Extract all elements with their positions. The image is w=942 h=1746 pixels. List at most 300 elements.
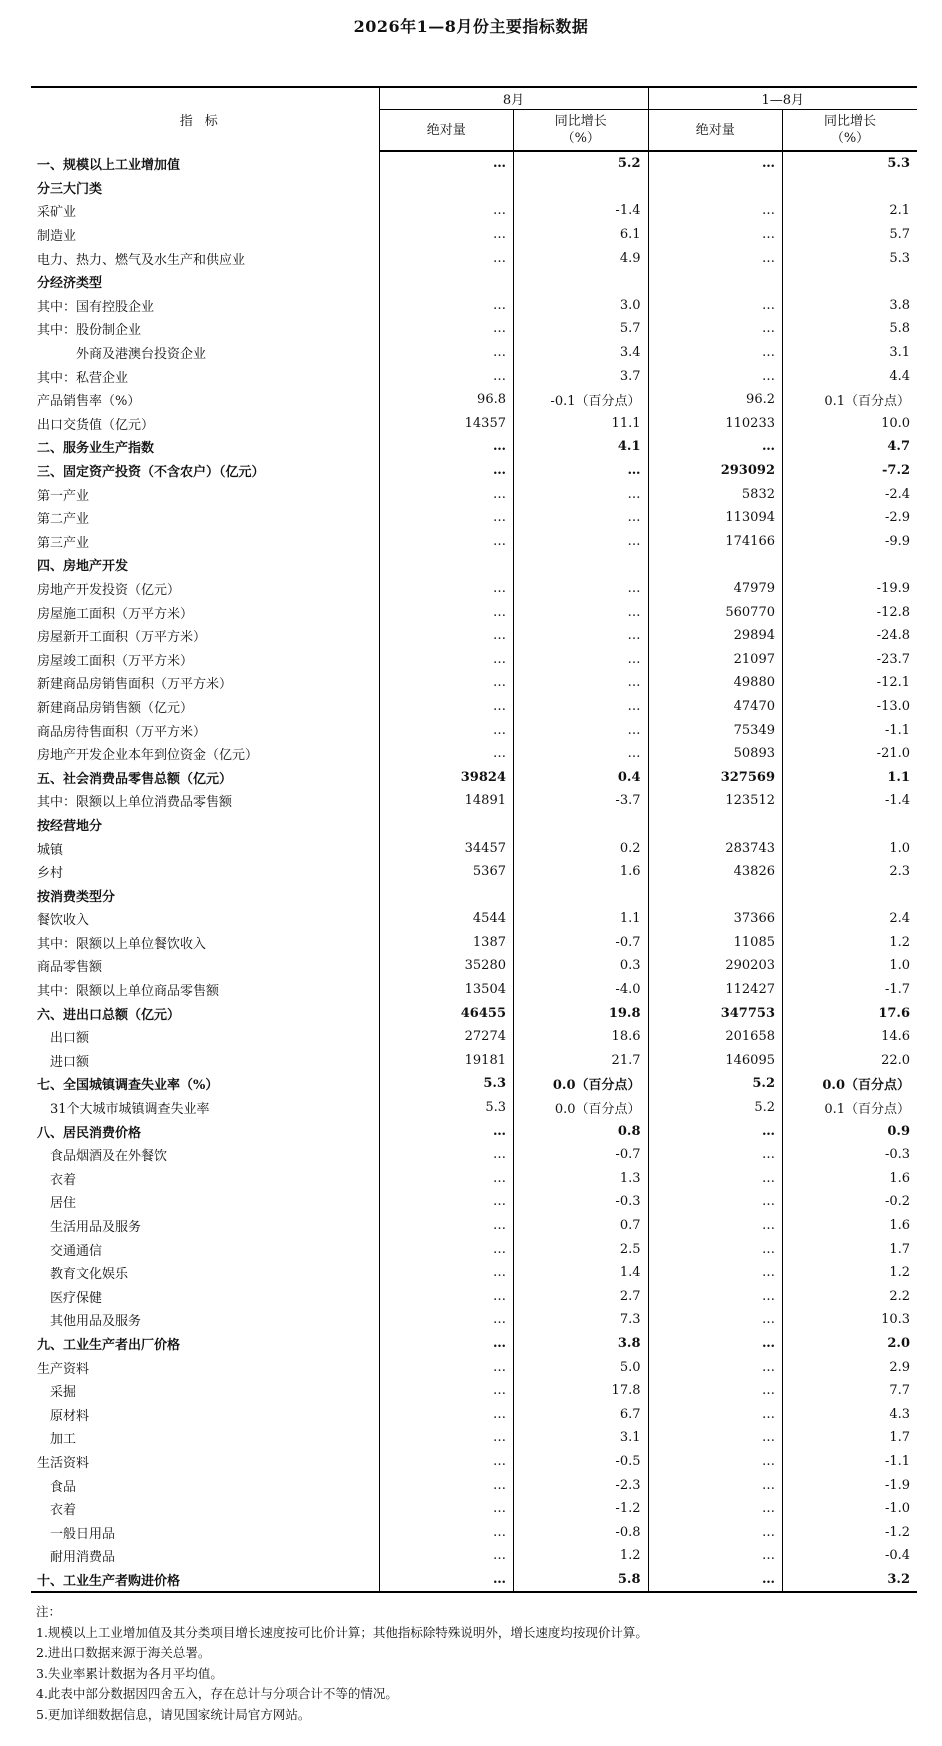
ytd-yoy-cell: 0.0（百分点）: [783, 1072, 918, 1096]
month-yoy-cell: 4.1: [514, 435, 649, 459]
month-absolute-cell: …: [379, 317, 514, 341]
month-absolute-cell: …: [379, 647, 514, 671]
ytd-yoy-cell: -2.9: [783, 506, 918, 530]
ytd-absolute-cell: [648, 813, 783, 837]
month-yoy-cell: 0.2: [514, 836, 649, 860]
table-row: [31, 1214, 917, 1238]
month-yoy-cell: 19.8: [514, 1001, 649, 1025]
month-yoy-cell: 1.3: [514, 1167, 649, 1191]
table-row: [31, 860, 917, 884]
ytd-yoy-cell: [783, 176, 918, 200]
ytd-absolute-cell: 110233: [648, 412, 783, 436]
month-absolute-cell: …: [379, 1544, 514, 1568]
ytd-absolute-cell: 47470: [648, 695, 783, 719]
ytd-yoy-cell: 4.3: [783, 1402, 918, 1426]
row-label: 其中：股份制企业: [37, 323, 142, 339]
month-absolute-cell: …: [379, 1237, 514, 1261]
ytd-yoy-cell: 0.1（百分点）: [783, 388, 918, 412]
ytd-yoy-cell: -12.8: [783, 600, 918, 624]
table-row: [31, 836, 917, 860]
ytd-yoy-cell: -12.1: [783, 671, 918, 695]
notes-heading: 注：: [36, 1604, 62, 1619]
month-yoy-cell: -1.2: [514, 1497, 649, 1521]
row-label: 第三产业: [37, 535, 90, 551]
ytd-yoy-cell: 1.7: [783, 1426, 918, 1450]
ytd-absolute-cell: 96.2: [648, 388, 783, 412]
note-item: 4.此表中部分数据因四舍五入，存在总计与分项合计不等的情况。: [36, 1686, 398, 1701]
ytd-absolute-cell: …: [648, 1214, 783, 1238]
table-row: [31, 1544, 917, 1568]
month-yoy-cell: 18.6: [514, 1025, 649, 1049]
row-label: 电力、热力、燃气及水生产和供应业: [37, 252, 246, 268]
table-row: [31, 789, 917, 813]
ytd-absolute-cell: 11085: [648, 931, 783, 955]
month-absolute-cell: …: [379, 1261, 514, 1285]
table-body: [31, 151, 917, 1592]
row-label: 三、固定资产投资（不含农户）（亿元）: [37, 465, 265, 481]
ytd-absolute-cell: …: [648, 1402, 783, 1426]
row-label: 其他用品及服务: [37, 1314, 142, 1330]
row-label: 按消费类型分: [37, 889, 116, 905]
row-label: 八、居民消费价格: [37, 1125, 142, 1141]
ytd-absolute-cell: …: [648, 435, 783, 459]
month-yoy-cell: …: [514, 506, 649, 530]
ytd-yoy-cell: 17.6: [783, 1001, 918, 1025]
ytd-absolute-cell: …: [648, 1261, 783, 1285]
table-row: [31, 718, 917, 742]
ytd-absolute-cell: …: [648, 1426, 783, 1450]
ytd-absolute-cell: …: [648, 1379, 783, 1403]
month-absolute-cell: …: [379, 223, 514, 247]
ytd-absolute-cell: 29894: [648, 624, 783, 648]
row-label: 房地产开发企业本年到位资金（亿元）: [37, 748, 259, 764]
month-absolute-cell: …: [379, 151, 514, 176]
month-yoy-cell: [514, 270, 649, 294]
month-absolute-cell: …: [379, 671, 514, 695]
month-yoy-cell: 7.3: [514, 1308, 649, 1332]
month-yoy-cell: …: [514, 600, 649, 624]
ytd-yoy-cell: [783, 813, 918, 837]
month-absolute-cell: …: [379, 718, 514, 742]
ytd-yoy-cell: -2.4: [783, 482, 918, 506]
ytd-absolute-cell: 293092: [648, 459, 783, 483]
note-item: 3.失业率累计数据为各月平均值。: [36, 1665, 223, 1681]
ytd-yoy-cell: [783, 553, 918, 577]
month-absolute-cell: [379, 813, 514, 837]
ytd-absolute-cell: …: [648, 1450, 783, 1474]
ytd-yoy-cell: 1.6: [783, 1167, 918, 1191]
month-yoy-cell: [514, 553, 649, 577]
month-absolute-cell: …: [379, 577, 514, 601]
ytd-absolute-cell: 290203: [648, 954, 783, 978]
month-yoy-cell: 3.1: [514, 1426, 649, 1450]
table-row: [31, 954, 917, 978]
month-absolute-cell: …: [379, 459, 514, 483]
column-group-month: 8月: [379, 87, 648, 110]
month-yoy-cell: 3.0: [514, 294, 649, 318]
table-row: [31, 199, 917, 223]
month-absolute-cell: …: [379, 246, 514, 270]
ytd-yoy-cell: 5.3: [783, 151, 918, 176]
row-label: 其中：限额以上单位餐饮收入: [37, 936, 207, 952]
row-label: 五、社会消费品零售总额（亿元）: [37, 771, 233, 787]
table-row: [31, 176, 917, 200]
month-absolute-cell: 14891: [379, 789, 514, 813]
month-absolute-cell: …: [379, 1332, 514, 1356]
table-row: [31, 553, 917, 577]
row-label: 城镇: [37, 842, 64, 858]
row-label: 新建商品房销售额（亿元）: [37, 700, 194, 716]
month-absolute-cell: 96.8: [379, 388, 514, 412]
month-yoy-cell: 6.7: [514, 1402, 649, 1426]
month-absolute-cell: 5.3: [379, 1072, 514, 1096]
indicator-table: [31, 86, 917, 1593]
month-yoy-cell: 11.1: [514, 412, 649, 436]
row-label: 二、服务业生产指数: [37, 441, 155, 457]
ytd-yoy-cell: -21.0: [783, 742, 918, 766]
table-row: [31, 931, 917, 955]
month-yoy-cell: …: [514, 482, 649, 506]
column-header-month-yoy: 同比增长 （%）: [514, 110, 649, 152]
table-row: [31, 1049, 917, 1073]
month-yoy-cell: 0.8: [514, 1119, 649, 1143]
month-absolute-cell: …: [379, 482, 514, 506]
month-absolute-cell: …: [379, 600, 514, 624]
ytd-yoy-cell: 22.0: [783, 1049, 918, 1073]
table-row: [31, 412, 917, 436]
table-row: [31, 1261, 917, 1285]
ytd-absolute-cell: 283743: [648, 836, 783, 860]
ytd-yoy-cell: 5.8: [783, 317, 918, 341]
ytd-yoy-cell: 2.2: [783, 1285, 918, 1309]
month-absolute-cell: …: [379, 294, 514, 318]
ytd-yoy-cell: -1.7: [783, 978, 918, 1002]
month-yoy-cell: …: [514, 695, 649, 719]
row-label: 分经济类型: [37, 276, 103, 292]
month-yoy-cell: 3.8: [514, 1332, 649, 1356]
table-row: [31, 341, 917, 365]
month-yoy-cell: -3.7: [514, 789, 649, 813]
row-label: 房屋新开工面积（万平方米）: [37, 630, 207, 646]
month-yoy-cell: …: [514, 530, 649, 554]
table-row: [31, 883, 917, 907]
ytd-yoy-cell: 5.7: [783, 223, 918, 247]
month-yoy-cell: 1.2: [514, 1544, 649, 1568]
ytd-absolute-cell: 201658: [648, 1025, 783, 1049]
ytd-yoy-cell: 5.3: [783, 246, 918, 270]
table-row: [31, 1568, 917, 1593]
ytd-absolute-cell: …: [648, 1285, 783, 1309]
row-label: 食品: [37, 1479, 77, 1495]
month-absolute-cell: …: [379, 506, 514, 530]
ytd-absolute-cell: …: [648, 1237, 783, 1261]
ytd-yoy-cell: -1.0: [783, 1497, 918, 1521]
row-label: 生产资料: [37, 1361, 90, 1377]
table-row: [31, 1520, 917, 1544]
month-absolute-cell: …: [379, 364, 514, 388]
row-label: 教育文化娱乐: [37, 1267, 129, 1283]
ytd-yoy-cell: 14.6: [783, 1025, 918, 1049]
ytd-absolute-cell: 75349: [648, 718, 783, 742]
table-row: [31, 671, 917, 695]
row-label: 九、工业生产者出厂价格: [37, 1337, 181, 1353]
ytd-yoy-cell: -1.1: [783, 1450, 918, 1474]
month-absolute-cell: …: [379, 1214, 514, 1238]
row-label: 采矿业: [37, 205, 77, 221]
month-absolute-cell: …: [379, 1285, 514, 1309]
ytd-absolute-cell: …: [648, 1473, 783, 1497]
ytd-yoy-cell: 2.9: [783, 1355, 918, 1379]
ytd-yoy-cell: -13.0: [783, 695, 918, 719]
row-label: 出口交货值（亿元）: [37, 417, 155, 433]
table-row: [31, 435, 917, 459]
table-row: [31, 223, 917, 247]
month-yoy-cell: -0.5: [514, 1450, 649, 1474]
month-yoy-cell: …: [514, 577, 649, 601]
month-absolute-cell: 1387: [379, 931, 514, 955]
month-yoy-cell: 2.5: [514, 1237, 649, 1261]
ytd-yoy-cell: -1.1: [783, 718, 918, 742]
ytd-yoy-cell: -23.7: [783, 647, 918, 671]
table-row: [31, 1285, 917, 1309]
table-row: [31, 577, 917, 601]
month-yoy-cell: -2.3: [514, 1473, 649, 1497]
ytd-absolute-cell: …: [648, 151, 783, 176]
month-yoy-cell: [514, 176, 649, 200]
row-label: 外商及港澳台投资企业: [37, 347, 207, 363]
month-absolute-cell: …: [379, 1379, 514, 1403]
month-yoy-cell: 0.3: [514, 954, 649, 978]
month-yoy-cell: 5.0: [514, 1355, 649, 1379]
table-row: [31, 765, 917, 789]
ytd-absolute-cell: 123512: [648, 789, 783, 813]
ytd-absolute-cell: …: [648, 1190, 783, 1214]
table-row: [31, 1025, 917, 1049]
ytd-absolute-cell: …: [648, 1167, 783, 1191]
ytd-absolute-cell: …: [648, 246, 783, 270]
ytd-absolute-cell: 21097: [648, 647, 783, 671]
row-label: 新建商品房销售面积（万平方米）: [37, 677, 233, 693]
ytd-absolute-cell: 174166: [648, 530, 783, 554]
ytd-absolute-cell: [648, 883, 783, 907]
ytd-absolute-cell: …: [648, 1520, 783, 1544]
ytd-yoy-cell: 2.1: [783, 199, 918, 223]
month-absolute-cell: 35280: [379, 954, 514, 978]
row-label: 七、全国城镇调查失业率（%）: [37, 1078, 219, 1094]
row-label: 其中：限额以上单位消费品零售额: [37, 795, 233, 811]
ytd-absolute-cell: 5832: [648, 482, 783, 506]
month-absolute-cell: …: [379, 1473, 514, 1497]
ytd-yoy-cell: 1.6: [783, 1214, 918, 1238]
month-absolute-cell: [379, 883, 514, 907]
ytd-yoy-cell: 4.7: [783, 435, 918, 459]
column-header-ytd-yoy: 同比增长 （%）: [783, 110, 918, 152]
ytd-yoy-cell: 7.7: [783, 1379, 918, 1403]
row-label: 产品销售率（%）: [37, 394, 141, 410]
month-yoy-cell: [514, 883, 649, 907]
table-row: [31, 317, 917, 341]
row-label: 医疗保健: [37, 1290, 103, 1306]
row-label: 房屋施工面积（万平方米）: [37, 606, 194, 622]
ytd-yoy-cell: -19.9: [783, 577, 918, 601]
ytd-yoy-cell: 0.9: [783, 1119, 918, 1143]
month-yoy-cell: -0.3: [514, 1190, 649, 1214]
ytd-absolute-cell: 5.2: [648, 1096, 783, 1120]
ytd-absolute-cell: …: [648, 364, 783, 388]
ytd-yoy-cell: 3.1: [783, 341, 918, 365]
ytd-yoy-cell: 2.3: [783, 860, 918, 884]
table-row: [31, 459, 917, 483]
row-label: 六、进出口总额（亿元）: [37, 1007, 181, 1023]
ytd-absolute-cell: 47979: [648, 577, 783, 601]
ytd-yoy-cell: -24.8: [783, 624, 918, 648]
row-label: 生活用品及服务: [37, 1220, 142, 1236]
row-label: 制造业: [37, 229, 77, 245]
note-item: 5.更加详细数据信息，请见国家统计局官方网站。: [36, 1706, 311, 1722]
ytd-yoy-cell: -0.2: [783, 1190, 918, 1214]
row-label: 四、房地产开发: [37, 559, 129, 575]
row-label: 按经营地分: [37, 818, 103, 834]
month-absolute-cell: …: [379, 1450, 514, 1474]
ytd-yoy-cell: [783, 270, 918, 294]
month-yoy-cell: [514, 813, 649, 837]
table-row: [31, 270, 917, 294]
note-item: 1.规模以上工业增加值及其分类项目增长速度按可比价计算；其他指标除特殊说明外，增长速度均按现价计算。: [36, 1624, 648, 1640]
table-row: [31, 246, 917, 270]
ytd-absolute-cell: 49880: [648, 671, 783, 695]
month-yoy-cell: …: [514, 624, 649, 648]
row-label: 生活资料: [37, 1455, 90, 1471]
row-label: 第二产业: [37, 512, 90, 528]
table-row: [31, 1190, 917, 1214]
row-label: 原材料: [37, 1408, 90, 1424]
table-row: [31, 506, 917, 530]
row-label: 乡村: [37, 866, 64, 882]
ytd-absolute-cell: …: [648, 1355, 783, 1379]
note-item: 2.进出口数据来源于海关总署。: [36, 1645, 211, 1660]
table-row: [31, 1473, 917, 1497]
month-absolute-cell: …: [379, 1167, 514, 1191]
ytd-yoy-cell: 1.0: [783, 954, 918, 978]
month-absolute-cell: …: [379, 1402, 514, 1426]
column-header-month-abs: 绝对量: [379, 110, 514, 152]
table-row: [31, 364, 917, 388]
ytd-yoy-cell: 10.0: [783, 412, 918, 436]
month-yoy-cell: -4.0: [514, 978, 649, 1002]
ytd-yoy-cell: 1.2: [783, 931, 918, 955]
ytd-yoy-cell: 10.3: [783, 1308, 918, 1332]
month-absolute-cell: 39824: [379, 765, 514, 789]
ytd-absolute-cell: 347753: [648, 1001, 783, 1025]
table-row: [31, 1355, 917, 1379]
row-label: 其中：国有控股企业: [37, 299, 155, 315]
month-yoy-cell: …: [514, 718, 649, 742]
table-row: [31, 1308, 917, 1332]
month-yoy-cell: 1.1: [514, 907, 649, 931]
month-yoy-cell: -0.8: [514, 1520, 649, 1544]
month-yoy-cell: …: [514, 647, 649, 671]
month-absolute-cell: …: [379, 1119, 514, 1143]
table-row: [31, 978, 917, 1002]
month-yoy-cell: …: [514, 459, 649, 483]
month-absolute-cell: 4544: [379, 907, 514, 931]
month-yoy-cell: 1.4: [514, 1261, 649, 1285]
ytd-absolute-cell: …: [648, 1332, 783, 1356]
row-label: 商品房待售面积（万平方米）: [37, 724, 207, 740]
table-row: [31, 294, 917, 318]
ytd-yoy-cell: 2.0: [783, 1332, 918, 1356]
page-title: 2026年1—8月份主要指标数据: [353, 17, 589, 36]
column-group-ytd: 1—8月: [648, 87, 917, 110]
ytd-yoy-cell: -0.3: [783, 1143, 918, 1167]
month-absolute-cell: [379, 553, 514, 577]
table-row: [31, 813, 917, 837]
table-row: [31, 530, 917, 554]
month-absolute-cell: …: [379, 1355, 514, 1379]
ytd-absolute-cell: 37366: [648, 907, 783, 931]
ytd-absolute-cell: [648, 270, 783, 294]
ytd-absolute-cell: 50893: [648, 742, 783, 766]
month-absolute-cell: 46455: [379, 1001, 514, 1025]
month-absolute-cell: [379, 270, 514, 294]
table-row: [31, 482, 917, 506]
row-label: 房屋竣工面积（万平方米）: [37, 653, 194, 669]
ytd-yoy-cell: -0.4: [783, 1544, 918, 1568]
ytd-absolute-cell: …: [648, 1497, 783, 1521]
ytd-absolute-cell: …: [648, 1308, 783, 1332]
month-yoy-cell: …: [514, 671, 649, 695]
month-yoy-cell: 4.9: [514, 246, 649, 270]
month-absolute-cell: …: [379, 1190, 514, 1214]
ytd-absolute-cell: …: [648, 1568, 783, 1593]
table-row: [31, 1001, 917, 1025]
month-yoy-cell: -0.7: [514, 931, 649, 955]
month-absolute-cell: 19181: [379, 1049, 514, 1073]
ytd-absolute-cell: …: [648, 341, 783, 365]
row-label: 交通通信: [37, 1243, 103, 1259]
ytd-absolute-cell: [648, 553, 783, 577]
ytd-absolute-cell: …: [648, 223, 783, 247]
row-label: 采掘: [37, 1385, 77, 1401]
ytd-yoy-cell: 0.1（百分点）: [783, 1096, 918, 1120]
row-label: 耐用消费品: [37, 1550, 116, 1566]
table-row: [31, 1119, 917, 1143]
ytd-absolute-cell: 327569: [648, 765, 783, 789]
ytd-absolute-cell: …: [648, 1119, 783, 1143]
table-row: [31, 600, 917, 624]
ytd-absolute-cell: 113094: [648, 506, 783, 530]
month-absolute-cell: …: [379, 435, 514, 459]
table-row: [31, 695, 917, 719]
row-label: 房地产开发投资（亿元）: [37, 582, 181, 598]
footnotes: [36, 1602, 648, 1725]
row-label: 进口额: [37, 1054, 90, 1070]
table-row: [31, 151, 917, 176]
ytd-absolute-cell: …: [648, 294, 783, 318]
table-row: [31, 647, 917, 671]
month-yoy-cell: 0.0（百分点）: [514, 1096, 649, 1120]
ytd-yoy-cell: -7.2: [783, 459, 918, 483]
row-label: 商品零售额: [37, 960, 103, 976]
month-absolute-cell: …: [379, 742, 514, 766]
month-absolute-cell: …: [379, 1568, 514, 1593]
ytd-yoy-cell: 3.8: [783, 294, 918, 318]
table-row: [31, 1402, 917, 1426]
month-absolute-cell: 27274: [379, 1025, 514, 1049]
ytd-yoy-cell: 1.2: [783, 1261, 918, 1285]
row-label: 衣着: [37, 1503, 77, 1519]
row-label: 加工: [37, 1432, 77, 1448]
